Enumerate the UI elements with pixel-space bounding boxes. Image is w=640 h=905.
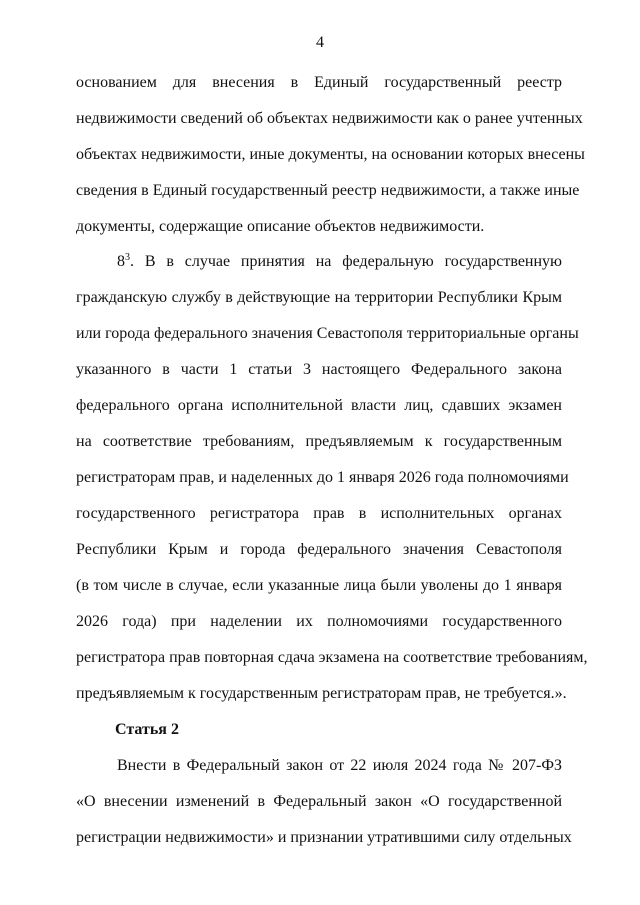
text-line: регистратора прав повторная сдача экзамена на соответствие требованиям, (76, 649, 588, 666)
text-line: на соответствие требованиям, предъявляемым к государственным (76, 433, 562, 450)
item-number: 8 (117, 253, 125, 270)
text-line: недвижимости сведений об объектах недвижимости как о ранее учтенных (76, 110, 583, 127)
page-number: 4 (316, 34, 324, 51)
text-line: Республики Крым и города федерального значения Севастополя (76, 541, 562, 558)
text-line: основанием для внесения в Единый государственный реестр (76, 74, 562, 91)
item-suffix: . В (130, 253, 156, 270)
text-line: регистраторам прав, и наделенных до 1 января 2026 года полномочиями (76, 469, 569, 486)
text-line: 2026 года) при наделении их полномочиями государственного (76, 613, 562, 630)
text-line: регистрации недвижимости» и признании утратившими силу отдельных (76, 829, 572, 846)
text-line: указанного в части 1 статьи 3 настоящего Федерального закона (76, 361, 562, 378)
text-line: Внести в Федеральный закон от 22 июля 2024 года № 207-ФЗ (117, 757, 562, 774)
text-line: государственного регистратора прав в исполнительных органах (76, 505, 562, 522)
text-line: гражданскую службу в действующие на территории Республики Крым (76, 289, 562, 306)
text-line: (в том числе в случае, если указанные лица были уволены до 1 января (76, 577, 562, 594)
text-line: объектах недвижимости, иные документы, на основании которых внесены (76, 146, 585, 163)
text-line: документы, содержащие описание объектов недвижимости. (76, 218, 485, 235)
text-line: или города федерального значения Севастополя территориальные органы (76, 325, 579, 342)
item-8-3-first-line (117, 252, 562, 272)
text-line: сведения в Единый государственный реестр недвижимости, а также иные (76, 182, 580, 199)
text-line: предъявляемым к государственным регистраторам прав, не требуется.». (76, 685, 567, 702)
text-line: «О внесении изменений в Федеральный закон «О государственной (76, 793, 562, 810)
article-heading: Статья 2 (115, 721, 179, 738)
text-line: федерального органа исполнительной власти лиц, сдавших экзамен (76, 397, 562, 414)
item-superscript: 3 (125, 252, 130, 263)
text-line-rest: в случае принятия на федеральную государственную (166, 253, 563, 270)
